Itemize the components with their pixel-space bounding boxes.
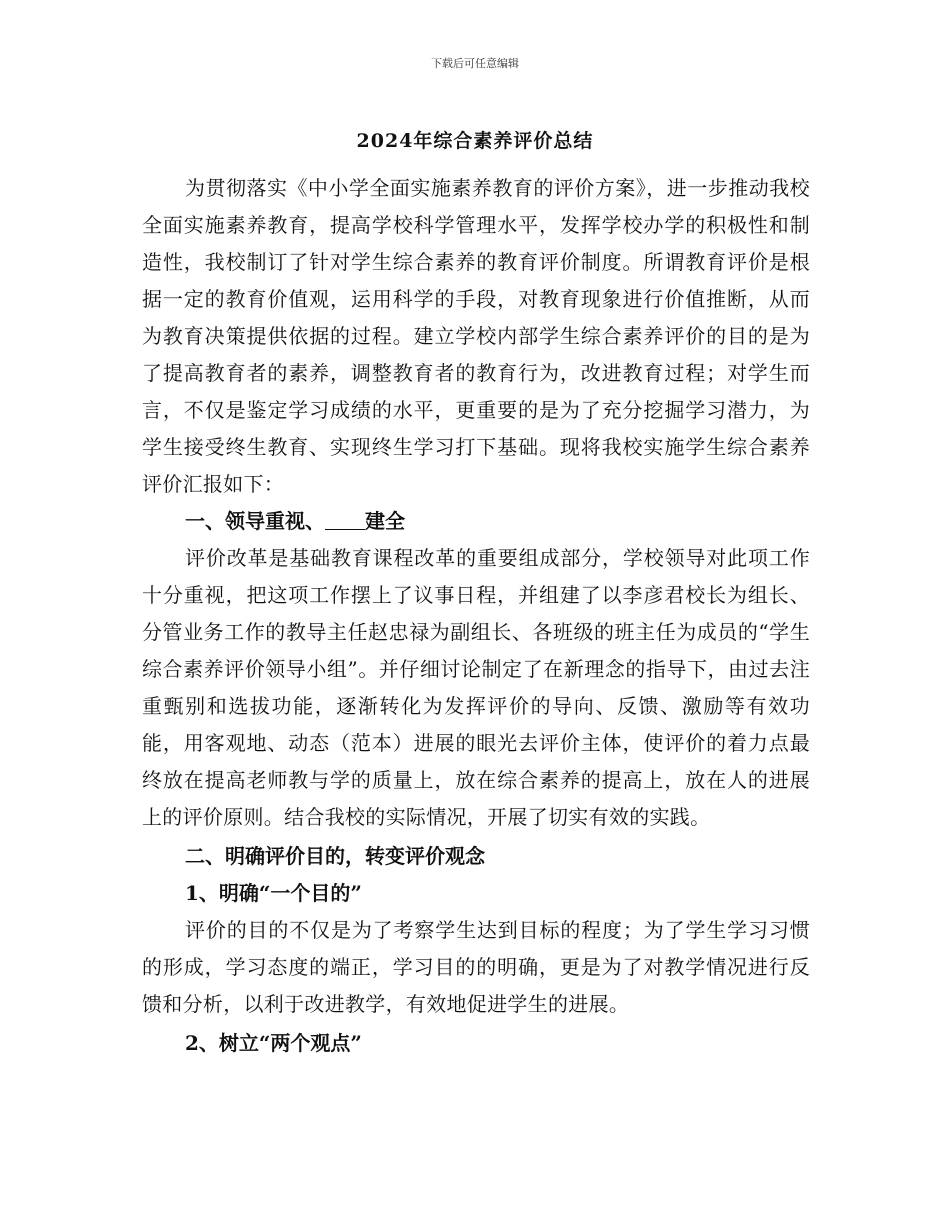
section1-heading-suffix: 建全 xyxy=(365,509,405,533)
intro-paragraph: 为贯彻落实《中小学全面实施素养教育的评价方案》，进一步推动我校全面实施素养教育，提高学校科学管理水平，发挥学校办学的积极性和制造性，我校制订了针对学生综合素养的教育评价制度。所谓教育评价是根据一定的教育价值观，运用科学的手段，对教育现象进行价值推断，从而为教育决策提供依据的过程。建立学校内部学生综合素养评价的目的是为了提高教育者的素养，调整教育者的教育行为，改进教育过程；对学生而言，不仅是鉴定学习成绩的水平，更重要的是为了充分挖掘学习潜力，为学生接受终生教育、实现终生学习打下基础。现将我校实施学生综合素养评价汇报如下： xyxy=(142,176,810,496)
section1-paragraph: 评价改革是基础教育课程改革的重要组成部分，学校领导对此项工作十分重视，把这项工作摆上了议事日程，并组建了以李彦君校长为组长、分管业务工作的教导主任赵忠禄为副组长、各班级的班主任为成员的“学生综合素养评价领导小组”。并仔细讨论制定了在新理念的指导下，由过去注重甄别和选拔功能，逐渐转化为发挥评价的导向、反馈、激励等有效功能，用客观地、动态（范本）进展的眼光去评价主体，使评价的着力点最终放在提高老师教与学的质量上，放在综合素养的提高上，放在人的进展上的评价原则。结合我校的实际情况，开展了切实有效的实践。 xyxy=(142,546,810,829)
section1-heading-prefix: 一、领导重视、 xyxy=(185,509,325,533)
document-title: 2024年综合素养评价总结 xyxy=(356,130,594,152)
section2-sub2-heading: 2、树立“两个观点” xyxy=(185,1031,362,1055)
section1-heading xyxy=(142,503,810,540)
header-note: 下载后可任意编辑 xyxy=(431,57,519,70)
section2-heading: 二、明确评价目的，转变评价观念 xyxy=(185,844,485,868)
heading-blank-line xyxy=(325,509,365,530)
section2-sub1-heading: 1、明确“一个目的” xyxy=(185,881,362,905)
section2-sub1-paragraph: 评价的目的不仅是为了考察学生达到目标的程度；为了学生学习习惯的形成，学习态度的端正，学习目的的明确，更是为了对教学情况进行反馈和分析，以利于改进教学，有效地促进学生的进展。 xyxy=(142,918,810,1016)
document-body xyxy=(142,170,810,1062)
